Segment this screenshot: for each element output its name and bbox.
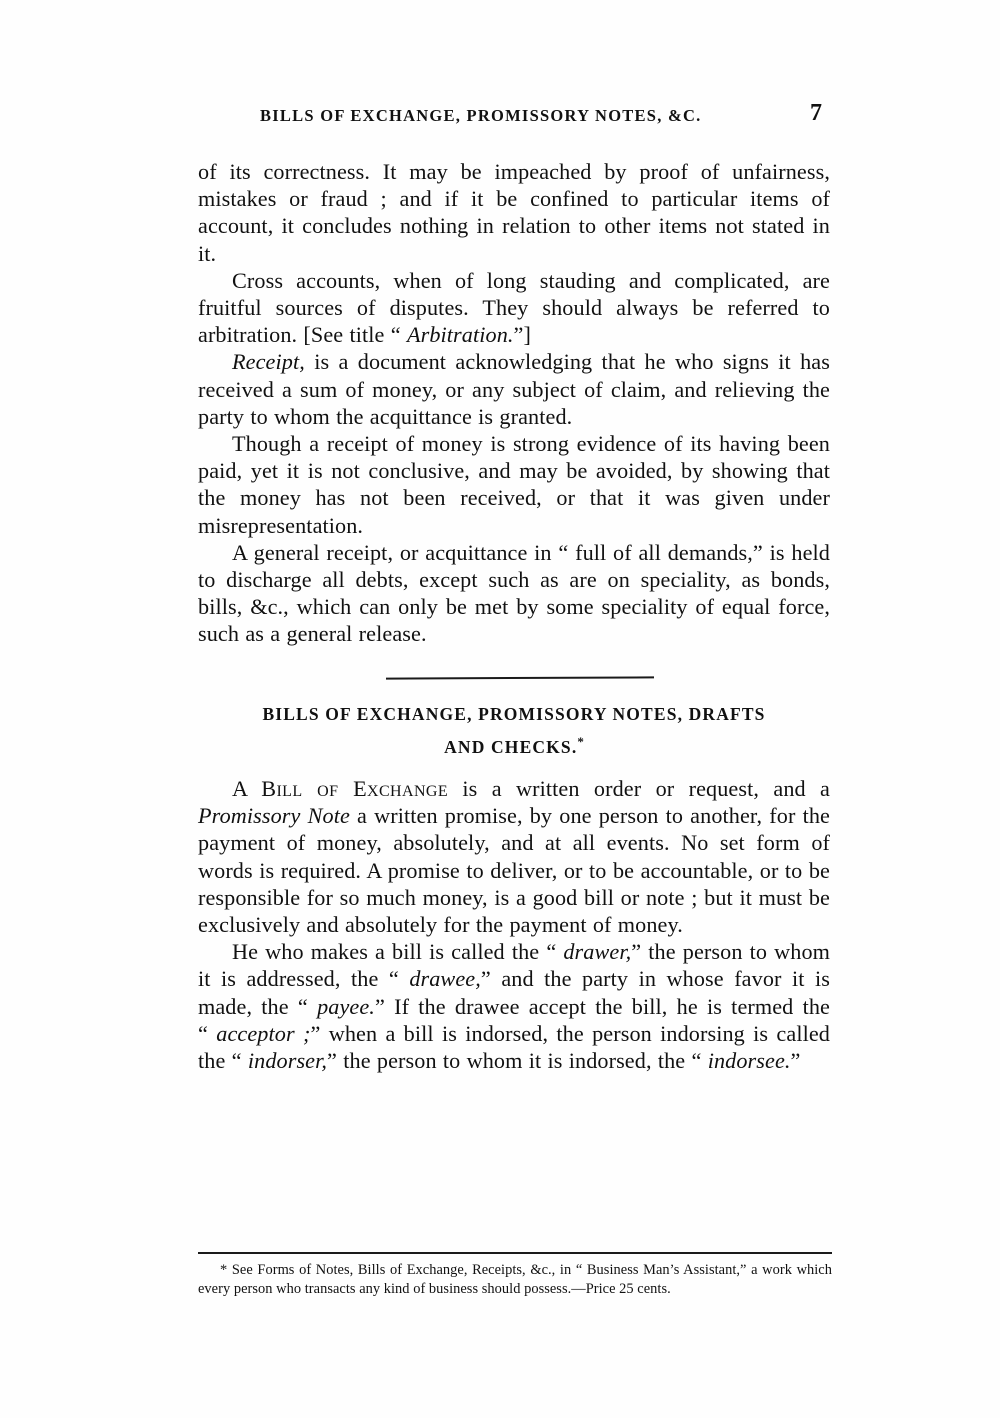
section-divider-rule bbox=[198, 665, 830, 693]
running-head bbox=[198, 100, 830, 134]
paragraph-cross-accounts: Cross accounts, when of long stauding and complicated, are fruitful sources of disputes. They should always be referred to arbitration. [See title “ Arbitration.”] bbox=[198, 267, 830, 348]
smallcaps-bill-of-exchange: Bill of Exchange bbox=[261, 776, 449, 801]
paragraph-general-receipt: A general receipt, or acquittance in “ full of all demands,” is held to discharge all debts, except such as are on speciality, as bonds, bills, &c., which can only be met by some speciality of equal force, such as a general release. bbox=[198, 539, 830, 647]
paragraph-parties: He who makes a bill is called the “ drawer,” the person to whom it is addressed, the “ drawee,” and the party in whose favor it is made, the “ payee.” If the drawee accept the bill, he is termed the “ acceptor ;” when a bill is indorsed, the person indorsing is called the “ indorser,” the person to whom it is indorsed, the “ indorsee.” bbox=[198, 939, 831, 1074]
text-column bbox=[198, 158, 830, 1074]
paragraph-receipt: Receipt, is a document acknowledging that he who signs it has received a sum of money, or any subject of claim, and relieving the party to whom the acquittance is granted. bbox=[198, 349, 830, 429]
paragraph-correctness: of its correctness. It may be impeached by proof of unfairness, mistakes or fraud ; and if it be confined to particular items of account, it concludes nothing in relation to other items not stated in it. bbox=[198, 159, 830, 266]
italic-term-drawer: drawer, bbox=[563, 939, 632, 965]
footnote-marker-heading: * bbox=[577, 733, 584, 749]
italic-term-receipt: Receipt, bbox=[232, 349, 305, 375]
italic-term-acceptor: acceptor ; bbox=[216, 1020, 311, 1046]
section-heading-line-2: AND CHECKS. bbox=[444, 736, 578, 757]
italic-term-payee: payee. bbox=[317, 993, 375, 1019]
running-head-title: BILLS OF EXCHANGE, PROMISSORY NOTES, &C. bbox=[260, 106, 702, 125]
section-heading bbox=[198, 701, 830, 761]
italic-term-indorsee: indorsee. bbox=[707, 1048, 791, 1074]
italic-term-indorser: indorser, bbox=[247, 1048, 328, 1074]
paragraph-though-receipt: Though a receipt of money is strong evidence of its having been paid, yet it is not conclusive, and may be avoided, by showing that the money has not been received, or that it was given under misrepresentation. bbox=[198, 431, 830, 538]
footnote-text: * See Forms of Notes, Bills of Exchange, Receipts, &c., in “ Business Man’s Assistant,” a work which every person who transacts any kind of business should possess.—Price 25 cents. bbox=[198, 1262, 832, 1297]
paragraph-bill-definition: A Bill of Exchange is a written order or request, and a Promissory Note a written promise, by one person to another, for the payment of money, absolutely, and at all events. No set form of words is required. A promise to deliver, or to be accountable, or to be responsible for so much money, is a good bill or note ; but it must be exclusively and absolutely for the payment of money. bbox=[198, 776, 830, 938]
italic-term-drawee: drawee, bbox=[409, 966, 481, 992]
footnote-block bbox=[198, 1252, 832, 1298]
italic-term-promissory-note: Promissory Note bbox=[198, 803, 350, 829]
italic-term-arbitration: Arbitration. bbox=[406, 322, 514, 348]
footnote-separator-rule bbox=[198, 1252, 832, 1254]
section-heading-line-1: BILLS OF EXCHANGE, PROMISSORY NOTES, DRAFTS bbox=[262, 703, 766, 724]
page-number: 7 bbox=[810, 100, 822, 126]
